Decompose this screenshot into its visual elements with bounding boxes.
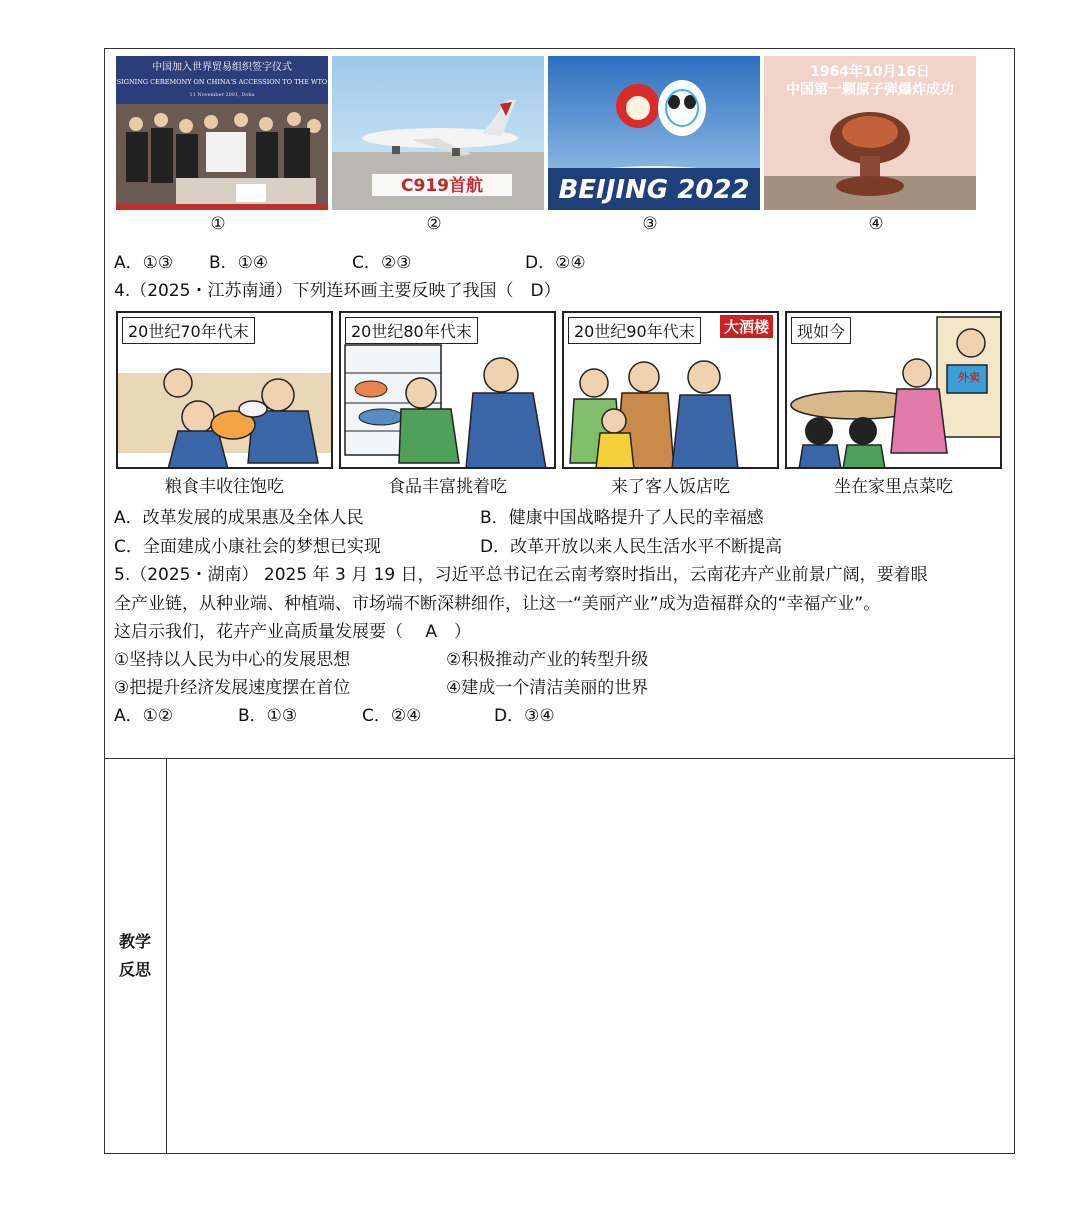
comic-panel-4-box: 外卖 — [958, 371, 980, 384]
comic-panel-1-tag: 20世纪70年代末 — [122, 317, 255, 344]
q4-option-d: D．改革开放以来人民生活水平不断提高 — [480, 537, 783, 557]
photo3-banner: BEIJING 2022 — [558, 175, 750, 205]
q5-option-d: D．③④ — [494, 706, 555, 726]
comic-panel-3-sign: 大酒楼 — [720, 315, 773, 338]
q5-item-1: ①坚持以人民为中心的发展思想 — [114, 650, 351, 670]
comic-panel-2-tag: 20世纪80年代末 — [345, 317, 478, 344]
q3-option-d: D．②④ — [525, 253, 586, 273]
comic-caption-1: 粮食丰收往饱吃 — [165, 477, 284, 497]
photo-atomic-test — [764, 56, 976, 210]
comic-caption-3: 来了客人饭店吃 — [611, 477, 730, 497]
q4-option-c: C．全面建成小康社会的梦想已实现 — [114, 537, 381, 557]
photo1-date: 11 November 2001, Doha — [189, 92, 255, 98]
q4-option-b: B．健康中国战略提升了人民的幸福感 — [480, 508, 764, 528]
photo-label-1: ① — [210, 214, 226, 234]
reflection-writing-area[interactable] — [167, 759, 1014, 1153]
photo1-heading-cn: 中国加入世界贸易组织签字仪式 — [152, 62, 292, 73]
photo4-date: 1964年10月16日 — [810, 64, 930, 80]
q3-option-c: C．②③ — [352, 253, 412, 273]
q5-option-a: A．①② — [114, 706, 174, 726]
q5-item-2: ②积极推动产业的转型升级 — [446, 650, 649, 670]
photo-c919 — [332, 56, 544, 210]
comic-caption-4: 坐在家里点菜吃 — [834, 477, 953, 497]
photo-label-4: ④ — [868, 214, 884, 234]
q5-stem-line1: 5.（2025・湖南） 2025 年 3 月 19 日，习近平总书记在云南考察时指出，云南花卉产业前景广阔，要着眼 — [114, 565, 928, 585]
comic-panel-2 — [339, 311, 556, 469]
q5-option-b: B．①③ — [238, 706, 298, 726]
photo-wto-signing — [116, 56, 328, 210]
q3-option-a: A．①③ — [114, 253, 174, 273]
comic-panel-4-tag: 现如今 — [791, 317, 851, 344]
q5-item-4: ④建成一个清洁美丽的世界 — [446, 678, 649, 698]
comic-panel-3-tag: 20世纪90年代末 — [568, 317, 701, 344]
reflection-label-line1: 教学 — [118, 932, 151, 951]
photo4-caption: 中国第一颗原子弹爆炸成功 — [786, 82, 954, 98]
q4-stem: 4.（2025・江苏南通）下列连环画主要反映了我国（ D） — [114, 281, 561, 301]
q4-option-a: A．改革发展的成果惠及全体人民 — [114, 508, 364, 528]
photo-label-2: ② — [426, 214, 442, 234]
q3-option-b: B．①④ — [209, 253, 269, 273]
q5-option-c: C．②④ — [362, 706, 422, 726]
photo-label-3: ③ — [642, 214, 658, 234]
reflection-label — [104, 758, 166, 1154]
comic-panel-4 — [785, 311, 1002, 469]
q5-item-3: ③把提升经济发展速度摆在首位 — [114, 678, 351, 698]
photo2-sign: C919首航 — [401, 176, 483, 196]
photo1-heading-en: SIGNING CEREMONY ON CHINA'S ACCESSION TO THE WTO — [116, 78, 328, 86]
comic-caption-2: 食品丰富挑着吃 — [388, 477, 507, 497]
q5-stem-line3: 这启示我们，花卉产业高质量发展要（ A ） — [114, 622, 472, 642]
reflection-label-line2: 反思 — [118, 960, 151, 979]
comic-panel-1 — [116, 311, 333, 469]
photo-beijing-2022 — [548, 56, 760, 210]
comic-panel-3 — [562, 311, 779, 469]
q5-stem-line2: 全产业链，从种业端、种植端、市场端不断深耕细作，让这一“美丽产业”成为造福群众的“幸福产业”。 — [114, 594, 881, 614]
